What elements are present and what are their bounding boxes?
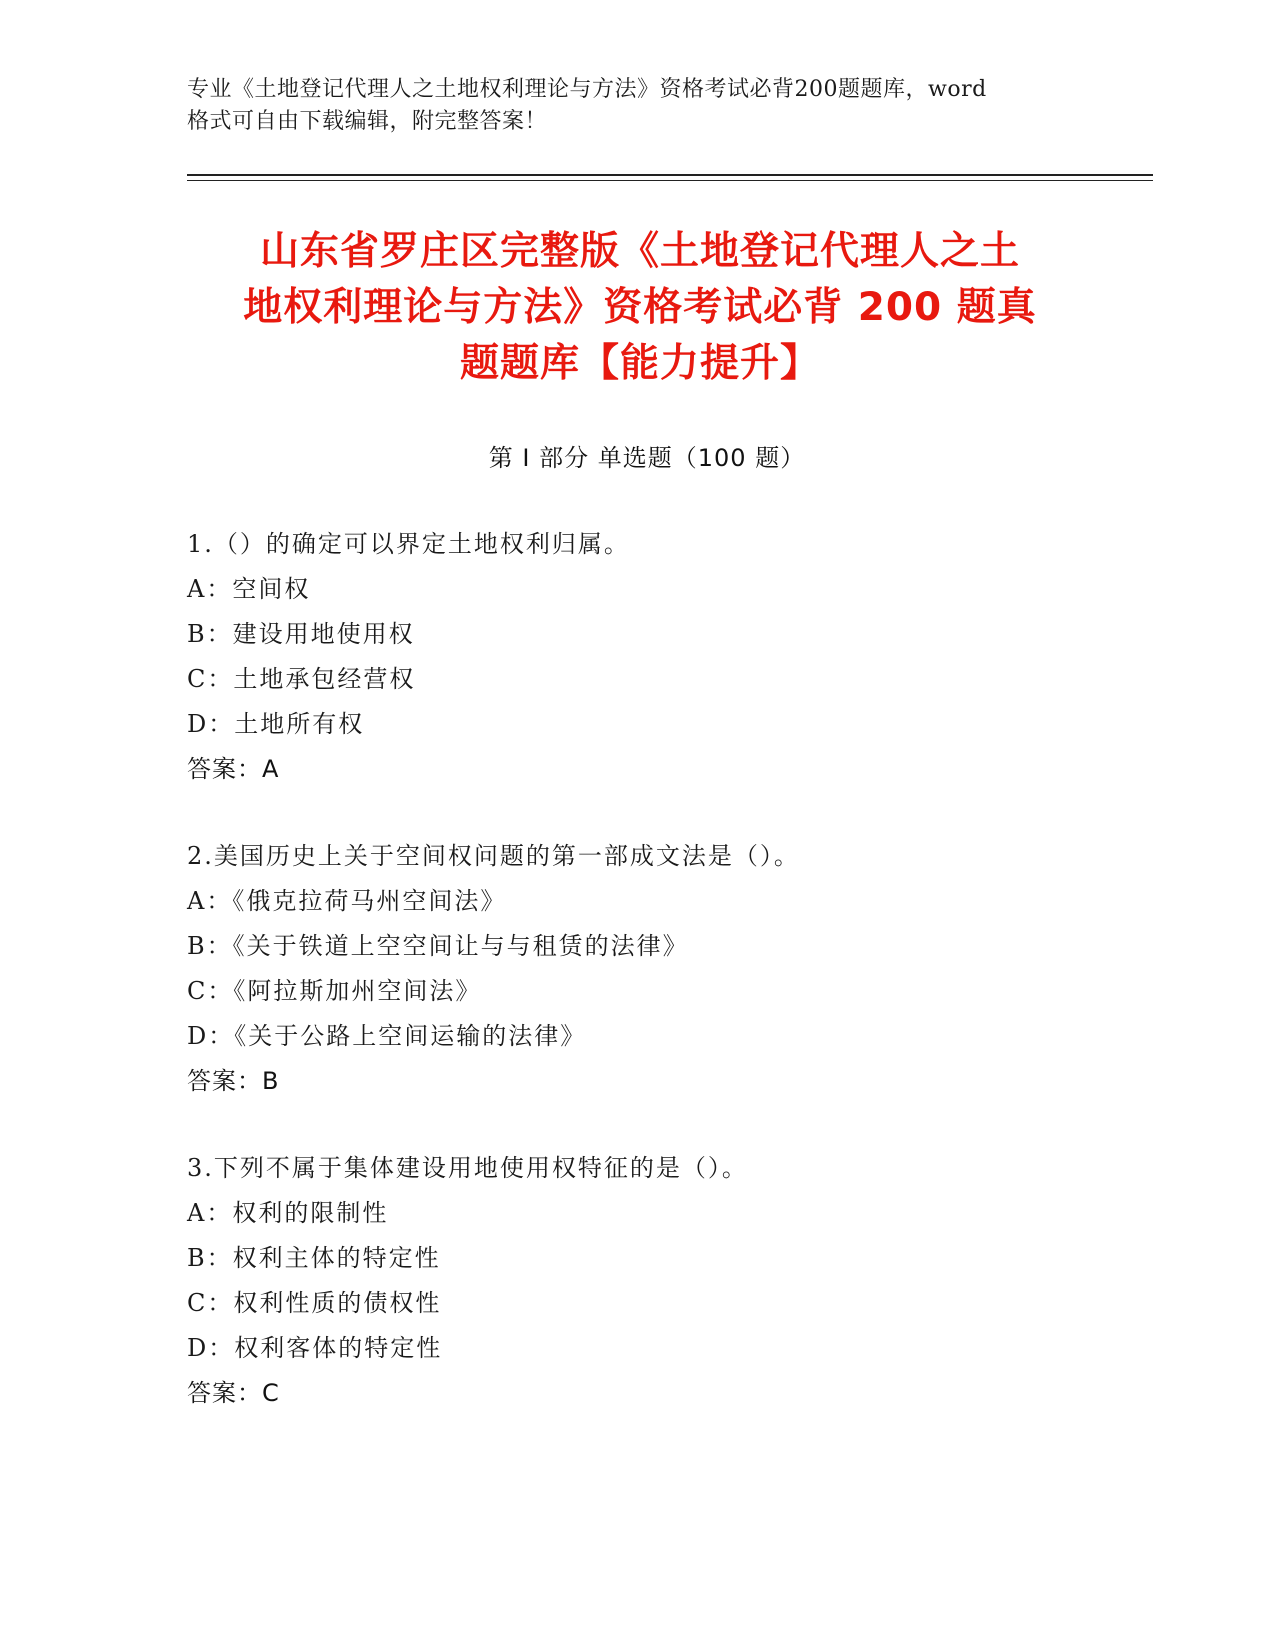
answer-line: 答案：A bbox=[187, 755, 280, 783]
question-stem: 2.美国历史上关于空间权问题的第一部成文法是（）。 bbox=[187, 842, 800, 870]
option-b: B：建设用地使用权 bbox=[187, 620, 415, 648]
question-list bbox=[187, 522, 1107, 1458]
option-a: A：空间权 bbox=[187, 575, 311, 603]
question-item bbox=[187, 1146, 1107, 1416]
option-c: C：土地承包经营权 bbox=[187, 665, 416, 693]
header-note bbox=[187, 74, 1067, 138]
option-c: C：《阿拉斯加州空间法》 bbox=[187, 977, 482, 1005]
option-d: D：《关于公路上空间运输的法律》 bbox=[187, 1022, 587, 1050]
option-d: D：权利客体的特定性 bbox=[187, 1334, 443, 1362]
document-title-line-2: 地权利理论与方法》资格考试必背 200 题真 bbox=[243, 285, 1037, 330]
question-stem: 3.下列不属于集体建设用地使用权特征的是（）。 bbox=[187, 1154, 748, 1182]
header-divider-thick bbox=[187, 174, 1153, 176]
document-title-line-3: 题题库【能力提升】 bbox=[459, 341, 820, 386]
option-b: B：《关于铁道上空空间让与与租赁的法律》 bbox=[187, 932, 689, 960]
option-c: C：权利性质的债权性 bbox=[187, 1289, 442, 1317]
option-b: B：权利主体的特定性 bbox=[187, 1244, 441, 1272]
option-a: A：权利的限制性 bbox=[187, 1199, 389, 1227]
question-item bbox=[187, 834, 1107, 1104]
header-note-line-2: 格式可自由下载编辑，附完整答案！ bbox=[187, 109, 548, 134]
header-note-line-1: 专业《土地登记代理人之土地权利理论与方法》资格考试必背200题题库，word bbox=[187, 77, 987, 102]
document-title bbox=[195, 224, 1085, 392]
question-item bbox=[187, 522, 1107, 792]
header-divider-thin bbox=[187, 180, 1153, 181]
option-a: A：《俄克拉荷马州空间法》 bbox=[187, 887, 507, 915]
document-title-line-1: 山东省罗庄区完整版《土地登记代理人之土 bbox=[259, 229, 1020, 274]
answer-line: 答案：B bbox=[187, 1067, 280, 1095]
section-title: 第 I 部分 单选题（100 题） bbox=[488, 444, 806, 472]
answer-line: 答案：C bbox=[187, 1379, 280, 1407]
question-stem: 1.（）的确定可以界定土地权利归属。 bbox=[187, 530, 630, 558]
option-d: D：土地所有权 bbox=[187, 710, 365, 738]
